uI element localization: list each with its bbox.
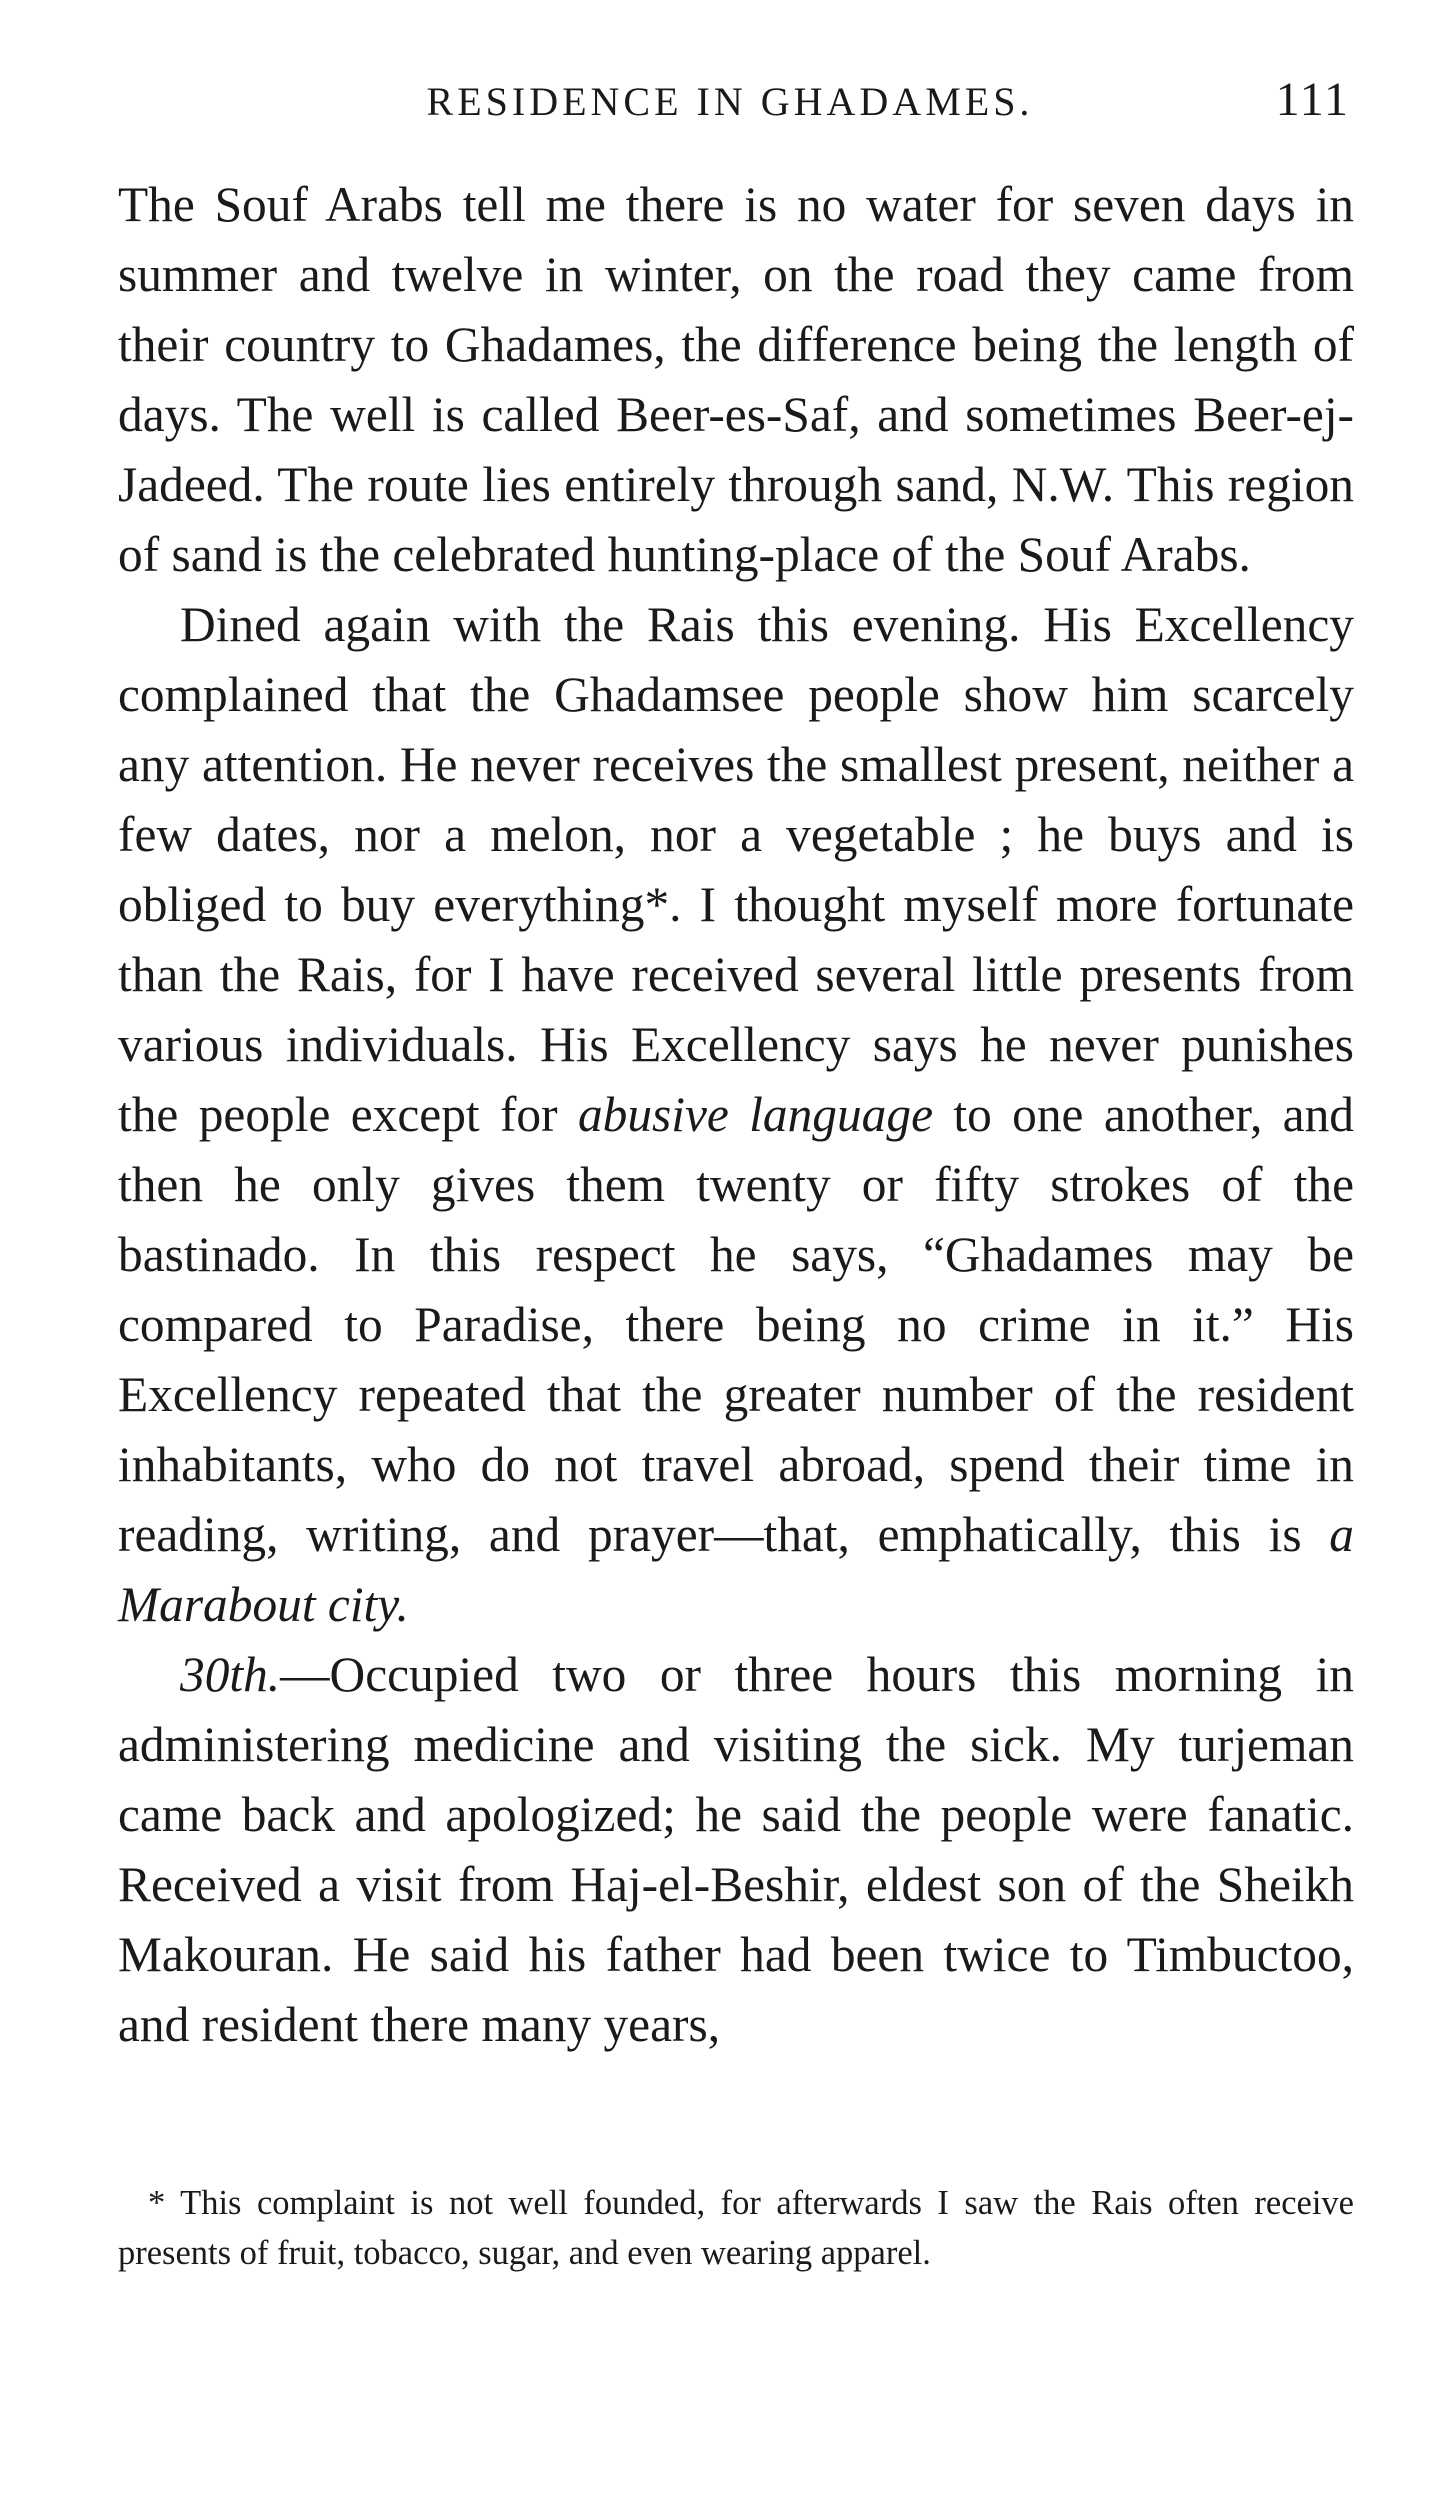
emphasis-marabout-city: a Marabout city. <box>118 1507 1354 1632</box>
footnote-text: * This complaint is not well founded, for afterwards I saw the Rais often receive presents of fruit, tobacco, sugar, and even wearing apparel. <box>118 2184 1354 2272</box>
running-head <box>110 73 1350 138</box>
page-number: 111 <box>1275 73 1350 126</box>
paragraph-30th <box>118 1640 1354 2060</box>
paragraph-dined-with-rais <box>118 590 1354 1640</box>
paragraph-text-part: Dined again with the Rais this evening. His Excellency complained that the Ghadamsee people show him scarcely any attention. He never receives the smallest present, neither a few dates, nor a melon, nor a vegetable ; he buys and is obliged to buy everything*. I thought myself more fortunate than the Rais, for I have received several little presents from various individuals. His Excellency says he never punishes the people except for <box>118 597 1354 1142</box>
footnote <box>118 2178 1354 2278</box>
emphasis-abusive-language: abusive language <box>577 1087 933 1142</box>
body-text <box>118 170 1354 2060</box>
paragraph-souf-arabs: The Souf Arabs tell me there is no water for seven days in summer and twelve in winter, on the road they came from their country to Ghadames, the difference being the length of days. The well is called Beer-es-Saf, and sometimes Beer-ej-Jadeed. The route lies entirely through sand, N.W. This region of sand is the celebrated hunting-place of the Souf Arabs. <box>118 177 1354 582</box>
running-title: RESIDENCE IN GHADAMES. <box>426 79 1034 124</box>
paragraph-text-part: —Occupied two or three hours this morning in administering medicine and visiting the sick. My turjeman came back and apologized; he said the people were fanatic. Received a visit from Haj-el-Beshir, eldest son of the Sheikh Makouran. He said his father had been twice to Timbuctoo, and resident there many years, <box>118 1647 1354 2052</box>
paragraph-text-part: to one another, and then he only gives them twenty or fifty strokes of the bastinado. In this respect he says, “Ghadames may be compared to Paradise, there being no crime in it.” His Excellency repeated that the greater number of the resident inhabitants, who do not travel abroad, spend their time in reading, writing, and prayer—that, emphatically, this is <box>118 1087 1354 1562</box>
date-30th: 30th. <box>180 1647 281 1702</box>
